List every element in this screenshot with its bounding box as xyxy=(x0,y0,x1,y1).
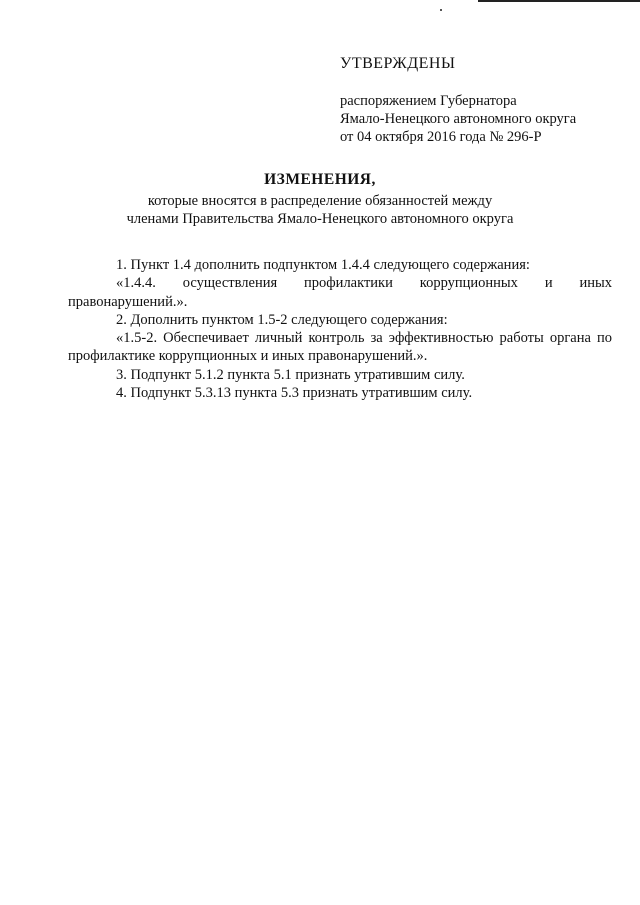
document-heading xyxy=(0,170,640,228)
approval-title: УТВЕРЖДЕНЫ xyxy=(340,55,456,72)
scan-speck xyxy=(440,9,442,11)
heading-subtitle-line-2: членами Правительства Ямало-Ненецкого автономного округа xyxy=(126,211,514,227)
scan-edge-line xyxy=(478,0,640,2)
paragraph-3: 2. Дополнить пунктом 1.5-2 следующего содержания: xyxy=(116,311,448,328)
paragraph-6: 4. Подпункт 5.3.13 пункта 5.3 признать утратившим силу. xyxy=(116,385,473,402)
paragraph-4: «1.5-2. Обеспечивает личный контроль за эффективностью работы органа по профилактике коррупционных и иных правонарушений.». xyxy=(68,330,612,365)
paragraph-1: 1. Пункт 1.4 дополнить подпунктом 1.4.4 следующего содержания: xyxy=(116,257,530,273)
heading-subtitle-line-1: которые вносятся в распределение обязанностей между xyxy=(147,193,493,209)
approval-line-3: от 04 октября 2016 года № 296-Р xyxy=(340,129,542,145)
approval-block xyxy=(340,54,630,146)
approval-line-1: распоряжением Губернатора xyxy=(340,93,517,109)
document-body xyxy=(68,256,612,402)
paragraph-2: «1.4.4. осуществления профилактики коррупционных и иных правонарушений.». xyxy=(68,275,612,310)
paragraph-5: 3. Подпункт 5.1.2 пункта 5.1 признать утратившим силу. xyxy=(116,366,465,383)
approval-line-2: Ямало-Ненецкого автономного округа xyxy=(340,111,577,127)
heading-title: ИЗМЕНЕНИЯ, xyxy=(264,171,376,188)
